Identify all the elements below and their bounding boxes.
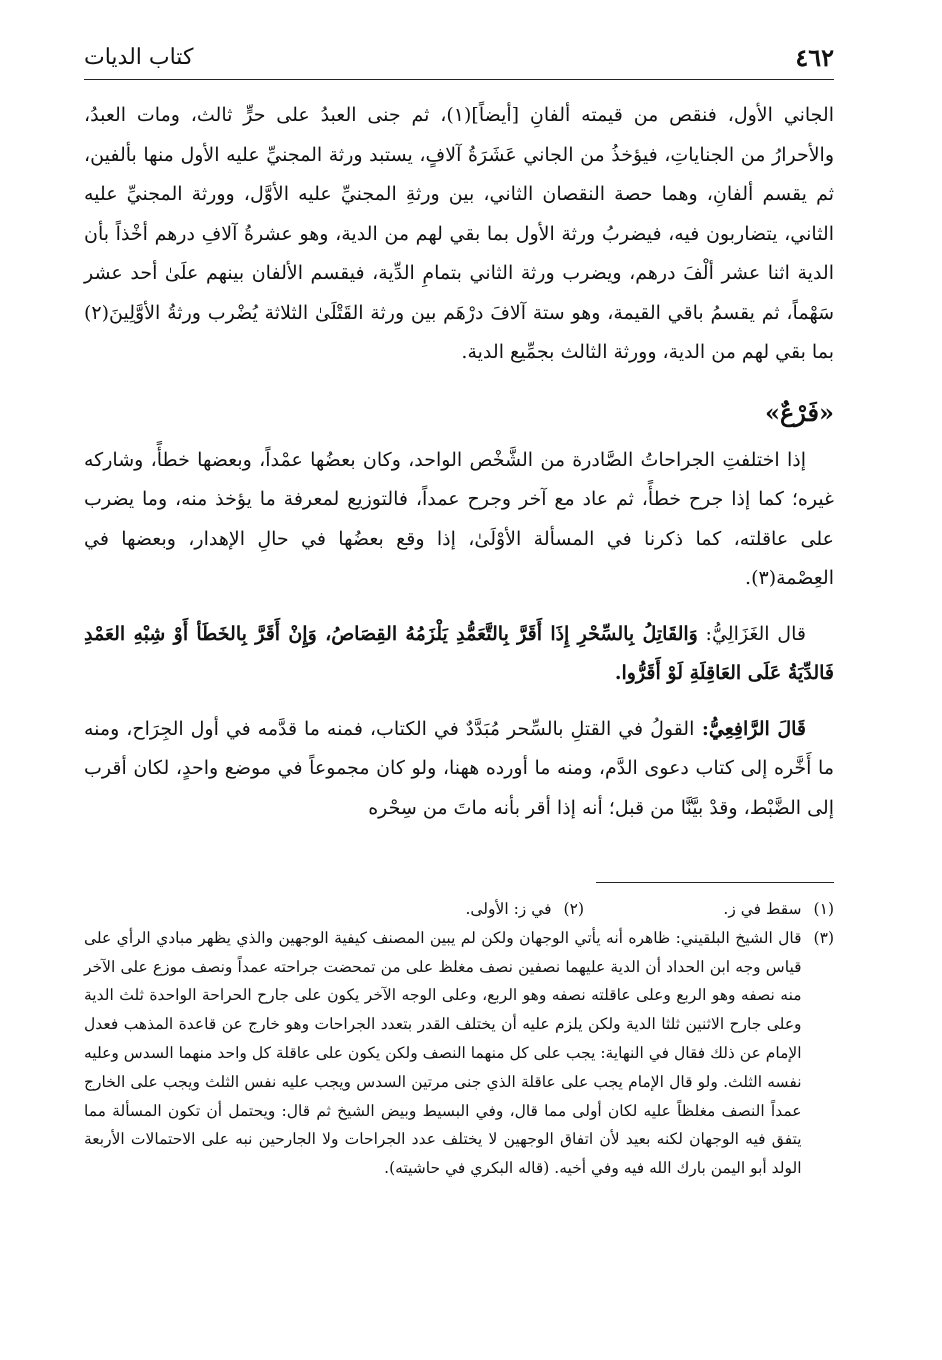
paragraph-2: إذا اختلفتِ الجراحاتُ الصَّادرة من الشَّخْص الواحد، وكان بعضُها عمْداً، وبعضها خطأً، وشاركه غيره؛ كما إذا جرح خطأً، ثم عاد مع آخر وجرح عمداً، فالتوزيع لمعرفة ما يؤخذ منه، وما يضرب على عاقلته، كما ذكرنا في المسألة الأوْلَىٰ، إذا وقع بعضُها في حالِ الإهدار، وبعضها في العِصْمة(٣). — [84, 448, 834, 589]
footnote-2-text: في ز: الأولى. — [465, 900, 552, 918]
footnote-2 — [465, 895, 584, 924]
paragraph-rafii — [84, 710, 834, 829]
footnote-row — [84, 895, 834, 924]
rafii-lead: قَالَ الرَّافِعِيُّ: — [694, 717, 806, 740]
header-divider — [84, 79, 834, 80]
ghazali-matn: وَالقَاتِلُ بِالسِّحْرِ إِذَا أَقَرَّ بِالتَّعَمُّدِ يَلْزَمُهُ القِصَاصُ، وَإِنْ أَقَرَّ بِالخَطَأ أَوْ شِبْهِ العَمْدِ فَالدِّيَةُ عَلَى العَاقِلَةِ لَوْ أَقَرُّوا. — [84, 622, 834, 684]
paragraph-gap — [84, 599, 834, 615]
footnotes — [84, 895, 834, 1183]
page-number: ٤٦٢ — [795, 42, 834, 72]
section-heading-fare: «فَرْعٌ» — [764, 397, 834, 427]
footnote-2-number: (٢) — [563, 900, 584, 918]
footnote-3 — [84, 924, 834, 1183]
paragraph-ghazali — [84, 615, 834, 694]
paragraph-gap — [84, 694, 834, 710]
footnote-3-number: (٣) — [813, 928, 834, 947]
footnote-1-number: (١) — [813, 900, 834, 918]
footnote-1 — [584, 895, 834, 924]
ghazali-lead: قال الغَزَالِيُّ: — [697, 622, 806, 645]
footnote-3-text: قال الشيخ البلقيني: ظاهره أنه يأتي الوجهان ولكن لم يبين المصنف كيفية الوجهين والذي يظهر مبادي الرأي على قياس وجه ابن الحداد أن الدية عليهما نصفين نصف مغلظ على من تمحضت جراحته عمداً ونصف موزع على الآخر منه نصفه وهو الربع وعلى عاقلته نصفه وهو الربع، وعلى الوجه الآخر يكون على جارح الحراحة الواحدة ثلث الدية وعلى جارح الاثنين ثلثا الدية ولكن يلزم عليه أن يختلف القدر بتعدد الجراحات وهو خارج عن قاعدة المذهب فعدل الإمام عن ذلك فقال في النهاية: يجب على كل منهما النصف ولكن يكون على عاقلة كل واحد منهما السدس وعليه نفسه الثلث. ولو قال الإمام يجب على عاقلة الذي جنى مرتين السدس ويجب عليه نفس الثلث ويجب على الخارج عمداً النصف مغلظاً عليه لكان أولى مما قال، وفي البسيط وبيض الشيخ ثم قال: ويحتمل أن تكون المسألة مما يتفق فيه الوجهان لكنه بعيد لأن اتفاق الوجهين لا يختلف عدد الجراحات ولا الجارحين نبه على الاحتمالات الأربعة الولد أبو اليمن بارك الله فيه وفي أخيه. (قاله البكري في حاشيته). — [84, 928, 802, 1178]
footnote-1-text: سقط في ز. — [723, 900, 802, 918]
paragraph-1: الجاني الأول، فنقص من قيمته ألفانِ [أيضاً](١)، ثم جنى العبدُ على حرٍّ ثالث، ومات العبدُ، والأحرارُ من الجناياتِ، فيؤخذُ من الجاني عَشَرَةُ آلافٍ، يستبد ورثة المجنيِّ عليه الأول منها بألفين، ثم يقسم ألفانِ، وهما حصة النقصان الثاني، بين ورثةِ المجنيِّ عليه الأوَّل، وورثة المجنيِّ عليه الثاني، يتضاربون فيه، فيضربُ ورثة الأول بما بقي لهم من الدية، وهو عشرةُ آلافِ درهم أخْذاً بأن الدية اثنا عشر ألْفَ درهم، ويضرب ورثة الثاني بتمامِ الدِّية، فيقسم الألفان بينهم علَىٰ أحد عشر سَهْماً، ثم يقسمُ باقي القيمة، وهو ستة آلافَ درْهَم بين ورثة القَتْلَىٰ الثلاثة يُضْرب ورثةُ الأوَّلِينَ(٢) بما بقي لهم من الدية، وورثة الثالث بجمِّيع الدية. — [84, 104, 834, 363]
footnote-divider — [596, 882, 834, 883]
main-text — [84, 96, 834, 828]
rafii-text: القولُ في القتلِ بالسِّحر مُبَدَّدٌ في الكتاب، فمنه ما قدَّمه في أول الجِرَاح، ومنه ما أَخَّره إلى كتاب دعوى الدَّم، ومنه ما أورده ههنا، ولو كان مجموعاً في موضع واحدٍ، لكان أقرب إلى الضَّبْط، وقدْ بيَّنَّا من قبل؛ أنه إذا أقر بأنه ماتَ من سِحْره — [84, 717, 834, 819]
book-title: كتاب الديات — [84, 44, 194, 70]
running-header — [84, 40, 834, 74]
